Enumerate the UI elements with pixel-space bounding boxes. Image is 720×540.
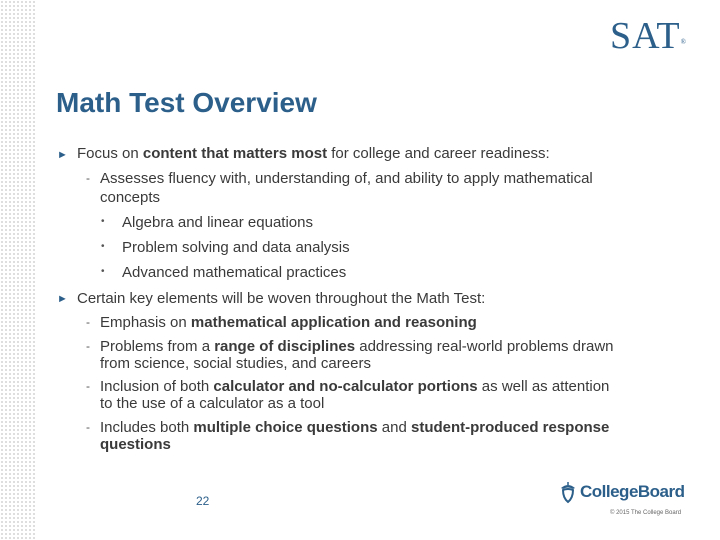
bullet-2-sub-3-pre: Inclusion of both xyxy=(100,378,214,395)
triangle-bullet-icon: ► xyxy=(57,149,68,161)
bullet-2-sub-1-bold: mathematical application and reasoning xyxy=(190,314,477,331)
slide-title: Math Test Overview xyxy=(56,87,317,118)
dash-bullet-icon: - xyxy=(86,171,90,185)
bullet-1-item-1: Algebra and linear equations xyxy=(122,214,313,231)
sat-logo xyxy=(610,14,687,58)
bullet-2-sub-2-line1 xyxy=(100,338,614,355)
bullet-2-sub-2-pre: Problems from a xyxy=(100,338,215,355)
dotted-side-strip xyxy=(0,0,36,540)
bullet-1-item-2: Problem solving and data analysis xyxy=(122,239,350,256)
dash-bullet-icon: - xyxy=(86,379,90,393)
dot-bullet-icon: • xyxy=(101,216,105,227)
bullet-2-sub-4-bold1: multiple choice questions xyxy=(193,419,378,436)
bullet-1-item-3: Advanced mathematical practices xyxy=(122,264,347,281)
bullet-2-sub-1 xyxy=(100,314,477,331)
bullet-2-sub-1-pre: Emphasis on xyxy=(100,314,191,331)
sat-logo-text: SAT xyxy=(610,15,681,57)
page-number: 22 xyxy=(196,494,210,508)
triangle-bullet-icon: ► xyxy=(57,293,68,305)
bullet-2-sub-4-line2 xyxy=(100,436,171,453)
bullet-2-sub-3-post: as well as attention xyxy=(477,378,610,395)
college-board-logo xyxy=(558,480,685,504)
bullet-2-sub-4-mid: and xyxy=(377,419,411,436)
bullet-2-sub-3-line1 xyxy=(100,378,609,395)
bullet-2-sub-2-line2: from science, social studies, and careers xyxy=(100,355,371,372)
dot-bullet-icon: • xyxy=(101,241,105,252)
college-board-brand: CollegeBoard xyxy=(580,482,685,501)
bullet-2-text: Certain key elements will be woven throughout the Math Test: xyxy=(77,290,486,307)
dash-bullet-icon: - xyxy=(86,315,90,329)
sat-logo-tm: ® xyxy=(680,38,687,46)
bullet-1-bold: content that matters most xyxy=(142,145,328,162)
bullet-2-sub-4-line2-bold: questions xyxy=(100,436,171,453)
dot-bullet-icon: • xyxy=(101,266,105,277)
bullet-1-pre: Focus on xyxy=(77,145,143,162)
dash-bullet-icon: - xyxy=(86,420,90,434)
bullet-2-sub-4-bold2: student-produced response xyxy=(410,419,610,436)
dash-bullet-icon: - xyxy=(86,339,90,353)
bullet-2-sub-3-bold: calculator and no-calculator portions xyxy=(213,378,478,395)
bullet-2-sub-4-line1 xyxy=(100,419,609,436)
bullet-1-sub-line2: concepts xyxy=(100,189,161,206)
bullet-1-sub-line1: Assesses fluency with, understanding of, and ability to apply mathematical xyxy=(100,170,593,187)
copyright: © 2015 The College Board xyxy=(610,510,682,516)
bullet-2-sub-3-line2: to the use of a calculator as a tool xyxy=(100,395,325,412)
bullet-2-sub-2-bold: range of disciplines xyxy=(214,338,356,355)
acorn-icon xyxy=(558,480,578,504)
bullet-1-text xyxy=(77,145,550,162)
bullet-2-sub-2-post: addressing real-world problems drawn xyxy=(355,338,614,355)
bullet-2-sub-4-pre: Includes both xyxy=(100,419,194,436)
bullet-1-post: for college and career readiness: xyxy=(327,145,550,162)
